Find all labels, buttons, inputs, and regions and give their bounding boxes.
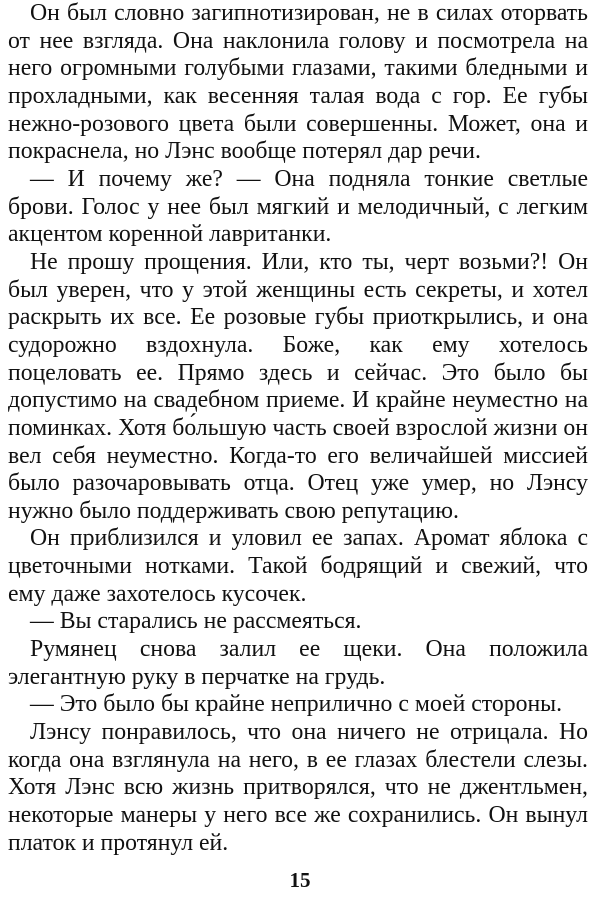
paragraph-5: — Вы старались не рассмеяться. bbox=[30, 608, 362, 635]
paragraph-8: Лэнсу понравилось, что она ничего не отрицала. Но когда она взглянула на него, в ее глазах блестели слезы. Хотя Лэнс всю жизнь притворялся, что не джентльмен, некоторые манеры у него все же сохранились. Он вынул платок и протянул ей. bbox=[8, 719, 588, 856]
paragraph-7: — Это было бы крайне неприлично с моей стороны. bbox=[30, 691, 563, 718]
body-text bbox=[8, 0, 588, 857]
paragraph-1: Он был словно загипнотизирован, не в силах оторвать от нее взгляда. Она наклонила голову и посмотрела на него огромными голубыми глазами, такими бледными и прохладными, как весенняя талая вода с гор. Ее губы нежно-розового цвета были совершенны. Может, она и покраснела, но Лэнс вообще потерял дар речи. bbox=[8, 0, 588, 165]
paragraph-2: — И почему же? — Она подняла тонкие светлые брови. Голос у нее был мягкий и мелодичный, с легким акцентом коренной лавританки. bbox=[8, 165, 588, 248]
paragraph-4: Он приблизился и уловил ее запах. Аромат яблока с цветочными нотками. Такой бодрящий и свежий, что ему даже захотелось кусочек. bbox=[8, 525, 588, 607]
page-number: 15 bbox=[289, 868, 311, 892]
paragraph-6: Румянец снова залил ее щеки. Она положила элегантную руку в перчатке на грудь. bbox=[8, 636, 588, 690]
paragraph-3: Не прошу прощения. Или, кто ты, черт возьми?! Он был уверен, что у этой женщины есть секреты, и хотел раскрыть их все. Ее розовые губы приоткрылись, и она судорожно вздохнула. Боже, как ему хотелось поцеловать ее. Прямо здесь и сейчас. Это было бы допустимо на свадебном приеме. И крайне неуместно на поминках. Хотя бо́льшую часть своей взрослой жизни он вел себя неуместно. Когда-то его величайшей миссией было разочаровывать отца. Отец уже умер, но Лэнсу нужно было поддерживать свою репутацию. bbox=[8, 248, 588, 524]
